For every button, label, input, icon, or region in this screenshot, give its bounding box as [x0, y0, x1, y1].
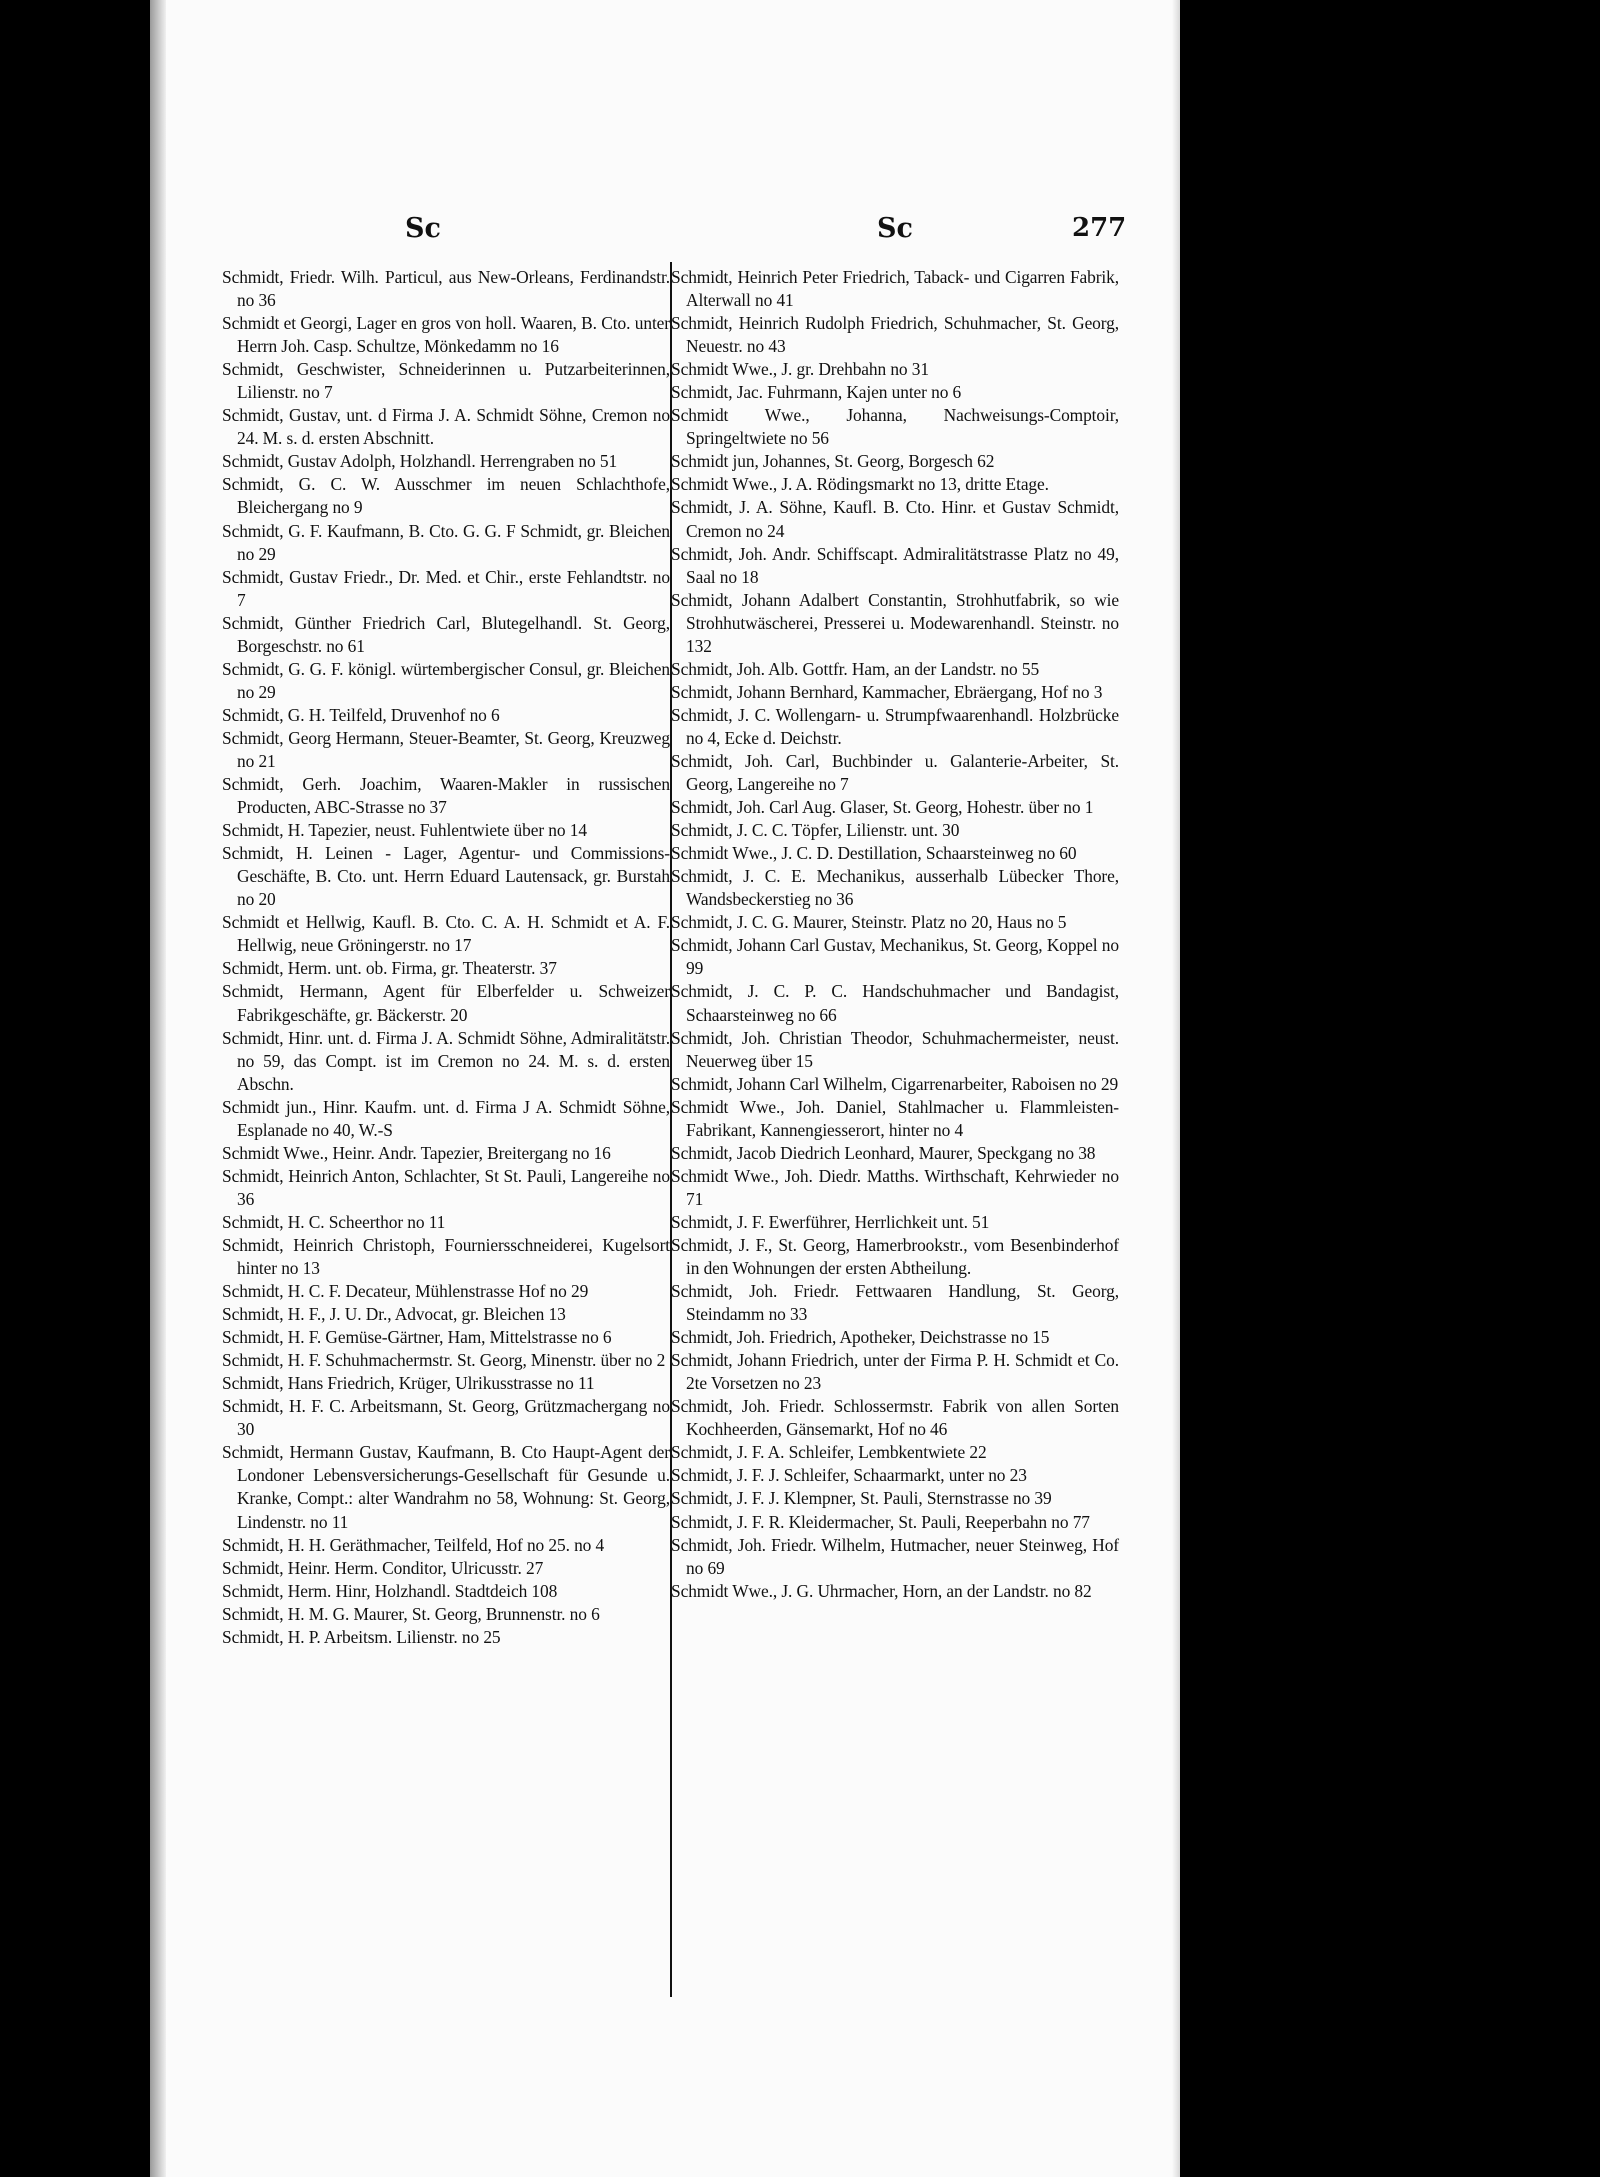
directory-entry: Schmidt, Joh. Friedrich, Apotheker, Deichstrasse no 15 [671, 1327, 1050, 1348]
directory-entry: Schmidt, Johann Carl Wilhelm, Cigarrenarbeiter, Raboisen no 29 [671, 1073, 1119, 1094]
page-number: 277 [1072, 213, 1127, 243]
directory-entry: Schmidt, Hermann, Agent für Elberfelder u. Schweizer Fabrikgeschäfte, gr. Bäckerstr. 20 [222, 981, 670, 1025]
directory-entry: Schmidt et Georgi, Lager en gros von holl. Waaren, B. Cto. unter Herrn Joh. Casp. Schultze, Mönkedamm no 16 [222, 313, 670, 357]
directory-entry: Schmidt, Heinr. Herm. Conditor, Ulricusstr. 27 [222, 1557, 544, 1578]
directory-entry: Schmidt, H. F. Schuhmachermstr. St. Georg, Minenstr. über no 2 [222, 1350, 666, 1371]
directory-entry: Schmidt, J. F. A. Schleifer, Lembkentwiete 22 [671, 1442, 987, 1463]
directory-entry: Schmidt, Herm. Hinr, Holzhandl. Stadtdeich 108 [222, 1580, 558, 1601]
directory-entry: Schmidt, Joh. Friedr. Fettwaaren Handlung, St. Georg, Steindamm no 33 [671, 1281, 1119, 1325]
directory-entry: Schmidt, Günther Friedrich Carl, Blutegelhandl. St. Georg, Borgeschstr. no 61 [222, 612, 670, 656]
directory-entry: Schmidt, Johann Carl Gustav, Mechanikus, St. Georg, Koppel no 99 [671, 935, 1119, 979]
directory-entry: Schmidt, J. F. J. Klempner, St. Pauli, Sternstrasse no 39 [671, 1488, 1052, 1509]
directory-entry: Schmidt, J. C. E. Mechanikus, ausserhalb Lübecker Thore, Wandsbeckerstieg no 36 [671, 866, 1119, 910]
directory-entry: Schmidt et Hellwig, Kaufl. B. Cto. C. A. H. Schmidt et A. F. Hellwig, neue Gröningerstr. no 17 [222, 912, 670, 956]
directory-entry: Schmidt, J. F. J. Schleifer, Schaarmarkt, unter no 23 [671, 1465, 1027, 1486]
directory-entry: Schmidt Wwe., J. A. Rödingsmarkt no 13, dritte Etage. [671, 474, 1049, 495]
directory-entry: Schmidt, H. C. F. Decateur, Mühlenstrasse Hof no 29 [222, 1281, 589, 1302]
directory-entry: Schmidt, Joh. Christian Theodor, Schuhmachermeister, neust. Neuerweg über 15 [671, 1027, 1119, 1071]
page-edge [1172, 0, 1180, 2177]
directory-entry: Schmidt Wwe., Joh. Daniel, Stahlmacher u. Flammleisten-Fabrikant, Kannengiesserort, hinter no 4 [671, 1096, 1119, 1140]
left-column [222, 266, 670, 1649]
directory-entry: Schmidt, J. C. Wollengarn- u. Strumpfwaarenhandl. Holzbrücke no 4, Ecke d. Deichstr. [671, 704, 1119, 748]
directory-entry: Schmidt, Joh. Friedr. Wilhelm, Hutmacher, neuer Steinweg, Hof no 69 [671, 1534, 1119, 1578]
directory-entry: Schmidt, Heinrich Anton, Schlachter, St St. Pauli, Langereihe no 36 [222, 1165, 670, 1209]
directory-entry: Schmidt, Joh. Alb. Gottfr. Ham, an der Landstr. no 55 [671, 658, 1040, 679]
directory-entry: Schmidt, G. H. Teilfeld, Druvenhof no 6 [222, 704, 500, 725]
directory-entry: Schmidt, Gustav Friedr., Dr. Med. et Chir., erste Fehlandtstr. no 7 [222, 566, 670, 610]
right-column [671, 266, 1119, 1603]
directory-entry: Schmidt, Johann Bernhard, Kammacher, Ebräergang, Hof no 3 [671, 681, 1103, 702]
directory-entry: Schmidt, Joh. Carl, Buchbinder u. Galanterie-Arbeiter, St. Georg, Langereihe no 7 [671, 750, 1119, 795]
directory-entry: Schmidt jun, Johannes, St. Georg, Borgesch 62 [671, 451, 995, 472]
directory-entry: Schmidt, Joh. Carl Aug. Glaser, St. Georg, Hohestr. über no 1 [671, 797, 1094, 818]
directory-entry: Schmidt, H. P. Arbeitsm. Lilienstr. no 25 [222, 1626, 501, 1647]
running-header-right: Sc [877, 213, 913, 244]
directory-entry: Schmidt, Heinrich Peter Friedrich, Taback- und Cigarren Fabrik, Alterwall no 41 [671, 267, 1119, 311]
directory-entry: Schmidt Wwe., J. gr. Drehbahn no 31 [671, 359, 929, 380]
directory-entry: Schmidt, Gustav, unt. d Firma J. A. Schmidt Söhne, Cremon no 24. M. s. d. ersten Abschnitt. [222, 405, 670, 449]
directory-entry: Schmidt, Johann Friedrich, unter der Firma P. H. Schmidt et Co. 2te Vorsetzen no 23 [671, 1350, 1119, 1394]
directory-entry: Schmidt, Hinr. unt. d. Firma J. A. Schmidt Söhne, Admiralitätstr. no 59, das Compt. ist im Cremon no 24. M. s. d. ersten Abschn. [222, 1027, 670, 1094]
directory-entry: Schmidt, Herm. unt. ob. Firma, gr. Theaterstr. 37 [222, 958, 557, 979]
directory-entry: Schmidt, J. C. C. Töpfer, Lilienstr. unt. 30 [671, 820, 960, 841]
directory-entry: Schmidt, J. F., St. Georg, Hamerbrookstr., vom Besenbinderhof in den Wohnungen der ersten Abtheilung. [671, 1234, 1119, 1279]
directory-entry: Schmidt, Friedr. Wilh. Particul, aus New-Orleans, Ferdinandstr. no 36 [222, 267, 670, 311]
directory-entry: Schmidt, J. C. G. Maurer, Steinstr. Platz no 20, Haus no 5 [671, 912, 1067, 933]
directory-entry: Schmidt, Georg Hermann, Steuer-Beamter, St. Georg, Kreuzweg no 21 [222, 727, 670, 771]
directory-entry: Schmidt, G. C. W. Ausschmer im neuen Schlachthofe, Bleichergang no 9 [222, 474, 670, 518]
running-header-left: Sc [405, 213, 441, 244]
directory-entry: Schmidt, J. C. P. C. Handschuhmacher und Bandagist, Schaarsteinweg no 66 [671, 981, 1119, 1025]
directory-entry: Schmidt Wwe., Johanna, Nachweisungs-Comptoir, Springeltwiete no 56 [671, 405, 1119, 449]
directory-entry: Schmidt, Gustav Adolph, Holzhandl. Herrengraben no 51 [222, 451, 618, 472]
directory-entry: Schmidt Wwe., J. G. Uhrmacher, Horn, an der Landstr. no 82 [671, 1580, 1092, 1601]
directory-entry: Schmidt, G. F. Kaufmann, B. Cto. G. G. F Schmidt, gr. Bleichen no 29 [222, 520, 670, 564]
directory-entry: Schmidt, H. M. G. Maurer, St. Georg, Brunnenstr. no 6 [222, 1603, 600, 1624]
directory-entry: Schmidt, Joh. Andr. Schiffscapt. Admiralitätstrasse Platz no 49, Saal no 18 [671, 543, 1119, 587]
directory-entry: Schmidt, G. G. F. königl. würtembergischer Consul, gr. Bleichen no 29 [222, 658, 670, 702]
directory-entry: Schmidt, Jac. Fuhrmann, Kajen unter no 6 [671, 382, 962, 403]
directory-entry: Schmidt, Heinrich Christoph, Fourniersschneiderei, Kugelsort hinter no 13 [222, 1234, 670, 1279]
directory-entry: Schmidt Wwe., J. C. D. Destillation, Schaarsteinweg no 60 [671, 843, 1077, 864]
directory-entry: Schmidt, H. C. Scheerthor no 11 [222, 1211, 446, 1232]
directory-entry: Schmidt, H. F. C. Arbeitsmann, St. Georg, Grützmachergang no 30 [222, 1396, 670, 1440]
binding-shadow [150, 0, 166, 2177]
directory-entry: Schmidt, H. F. Gemüse-Gärtner, Ham, Mittelstrasse no 6 [222, 1327, 612, 1348]
directory-entry: Schmidt, J. F. R. Kleidermacher, St. Pauli, Reeperbahn no 77 [671, 1511, 1090, 1532]
directory-entry: Schmidt, Johann Adalbert Constantin, Strohhutfabrik, so wie Strohhutwäscherei, Presserei u. Modewarenhandl. Steinstr. no 132 [671, 589, 1119, 656]
directory-entry: Schmidt, H. H. Geräthmacher, Teilfeld, Hof no 25. no 4 [222, 1534, 605, 1555]
directory-entry: Schmidt jun., Hinr. Kaufm. unt. d. Firma J A. Schmidt Söhne, Esplanade no 40, W.-S [222, 1096, 670, 1140]
directory-entry: Schmidt, H. Leinen - Lager, Agentur- und Commissions-Geschäfte, B. Cto. unt. Herrn Eduard Lautensack, gr. Burstah no 20 [222, 843, 670, 910]
directory-entry: Schmidt, Geschwister, Schneiderinnen u. Putzarbeiterinnen, Lilienstr. no 7 [222, 359, 670, 403]
directory-entry: Schmidt, H. F., J. U. Dr., Advocat, gr. Bleichen 13 [222, 1304, 566, 1325]
directory-entry: Schmidt, Jacob Diedrich Leonhard, Maurer, Speckgang no 38 [671, 1142, 1096, 1163]
directory-entry: Schmidt, J. F. Ewerführer, Herrlichkeit unt. 51 [671, 1211, 990, 1232]
directory-entry: Schmidt, J. A. Söhne, Kaufl. B. Cto. Hinr. et Gustav Schmidt, Cremon no 24 [671, 497, 1119, 541]
directory-entry: Schmidt Wwe., Heinr. Andr. Tapezier, Breitergang no 16 [222, 1142, 611, 1163]
directory-entry: Schmidt, Hermann Gustav, Kaufmann, B. Cto Haupt-Agent der Londoner Lebensversicherungs-Gesellschaft für Gesunde u. Kranke, Compt.: alter Wandrahm no 58, Wohnung: St. Georg, Lindenstr. no 11 [222, 1442, 670, 1532]
directory-entry: Schmidt, Hans Friedrich, Krüger, Ulrikusstrasse no 11 [222, 1373, 595, 1394]
directory-entry: Schmidt Wwe., Joh. Diedr. Matths. Wirthschaft, Kehrwieder no 71 [671, 1165, 1119, 1209]
directory-page [150, 0, 1180, 2177]
directory-entry: Schmidt, Heinrich Rudolph Friedrich, Schuhmacher, St. Georg, Neuestr. no 43 [671, 313, 1119, 357]
directory-entry: Schmidt, Gerh. Joachim, Waaren-Makler in russischen Producten, ABC-Strasse no 37 [222, 774, 670, 818]
directory-entry: Schmidt, H. Tapezier, neust. Fuhlentwiete über no 14 [222, 820, 587, 841]
directory-entry: Schmidt, Joh. Friedr. Schlossermstr. Fabrik von allen Sorten Kochheerden, Gänsemarkt, Hof no 46 [671, 1396, 1119, 1440]
